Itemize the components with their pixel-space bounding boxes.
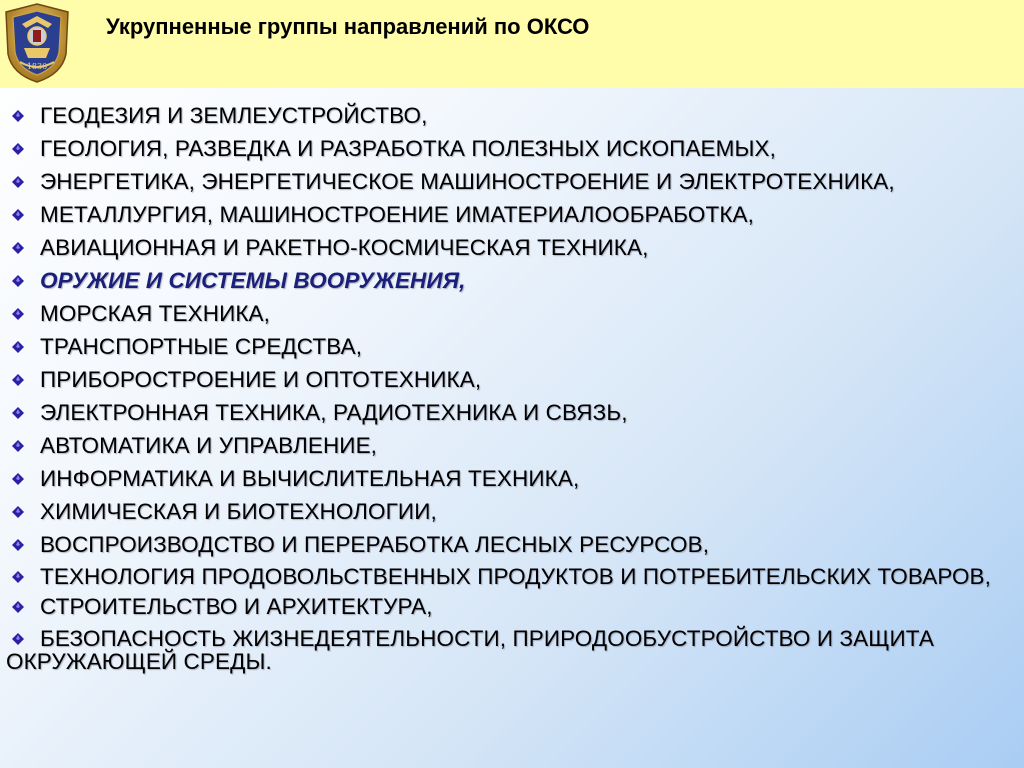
list-item — [6, 301, 1016, 326]
diamond-bullet-icon — [12, 143, 24, 155]
list-item — [6, 103, 1016, 128]
diamond-bullet-icon — [12, 209, 24, 221]
list-item-label: МЕТАЛЛУРГИЯ, МАШИНОСТРОЕНИЕ ИМАТЕРИАЛООБРАБОТКА, — [40, 202, 754, 227]
diamond-bullet-icon — [12, 539, 24, 551]
list-item-label: ХИМИЧЕСКАЯ И БИОТЕХНОЛОГИИ, — [40, 499, 437, 524]
university-crest-icon — [2, 2, 72, 84]
list-item — [6, 202, 1016, 227]
list-item — [6, 627, 1016, 673]
list-item-label: ЭНЕРГЕТИКА, ЭНЕРГЕТИЧЕСКОЕ МАШИНОСТРОЕНИЕ И ЭЛЕКТРОТЕХНИКА, — [40, 169, 895, 194]
list-item — [6, 499, 1016, 524]
list-item-label: ПРИБОРОСТРОЕНИЕ И ОПТОТЕХНИКА, — [40, 367, 482, 392]
list-item — [6, 466, 1016, 491]
slide-header — [0, 0, 1024, 88]
diamond-bullet-icon — [12, 440, 24, 452]
list-item-highlighted — [6, 268, 1016, 293]
diamond-bullet-icon — [12, 601, 24, 613]
logo-year: 1830 — [26, 62, 48, 71]
list-item-label: СТРОИТЕЛЬСТВО И АРХИТЕКТУРА, — [40, 594, 433, 619]
list-item — [6, 334, 1016, 359]
diamond-bullet-icon — [12, 473, 24, 485]
list-item-label: ВОСПРОИЗВОДСТВО И ПЕРЕРАБОТКА ЛЕСНЫХ РЕСУРСОВ, — [40, 532, 710, 557]
list-item-label: АВИАЦИОННАЯ И РАКЕТНО-КОСМИЧЕСКАЯ ТЕХНИКА, — [40, 235, 649, 260]
list-item — [6, 433, 1016, 458]
list-item-label: АВТОМАТИКА И УПРАВЛЕНИЕ, — [40, 433, 378, 458]
list-item — [6, 235, 1016, 260]
direction-group-list — [6, 103, 1016, 679]
list-item — [6, 532, 1016, 557]
list-item-label: ИНФОРМАТИКА И ВЫЧИСЛИТЕЛЬНАЯ ТЕХНИКА, — [40, 466, 580, 491]
diamond-bullet-icon — [12, 110, 24, 122]
diamond-bullet-icon — [12, 633, 24, 645]
list-item — [6, 136, 1016, 161]
list-item-label: ГЕОДЕЗИЯ И ЗЕМЛЕУСТРОЙСТВО, — [40, 103, 428, 128]
diamond-bullet-icon — [12, 571, 24, 583]
list-item — [6, 594, 1016, 619]
list-item-label: ТРАНСПОРТНЫЕ СРЕДСТВА, — [40, 334, 363, 359]
diamond-bullet-icon — [12, 374, 24, 386]
list-item-label: МОРСКАЯ ТЕХНИКА, — [40, 301, 271, 326]
diamond-bullet-icon — [12, 176, 24, 188]
page-title: Укрупненные группы направлений по ОКСО — [106, 14, 590, 39]
list-item-label: БЕЗОПАСНОСТЬ ЖИЗНЕДЕЯТЕЛЬНОСТИ, ПРИРОДООБУСТРОЙСТВО И ЗАЩИТА ОКРУЖАЮЩЕЙ СРЕДЫ. — [6, 626, 934, 674]
list-item — [6, 169, 1016, 194]
list-item — [6, 565, 1016, 588]
list-item-label: ТЕХНОЛОГИЯ ПРОДОВОЛЬСТВЕННЫХ ПРОДУКТОВ И ПОТРЕБИТЕЛЬСКИХ ТОВАРОВ, — [40, 564, 992, 589]
diamond-bullet-icon — [12, 506, 24, 518]
list-item-label: ГЕОЛОГИЯ, РАЗВЕДКА И РАЗРАБОТКА ПОЛЕЗНЫХ ИСКОПАЕМЫХ, — [40, 136, 776, 161]
diamond-bullet-icon — [12, 275, 24, 287]
diamond-bullet-icon — [12, 308, 24, 320]
list-item-label: ЭЛЕКТРОННАЯ ТЕХНИКА, РАДИОТЕХНИКА И СВЯЗЬ, — [40, 400, 628, 425]
diamond-bullet-icon — [12, 341, 24, 353]
diamond-bullet-icon — [12, 407, 24, 419]
diamond-bullet-icon — [12, 242, 24, 254]
list-item — [6, 367, 1016, 392]
list-item-label: ОРУЖИЕ И СИСТЕМЫ ВООРУЖЕНИЯ, — [40, 268, 466, 293]
list-item — [6, 400, 1016, 425]
